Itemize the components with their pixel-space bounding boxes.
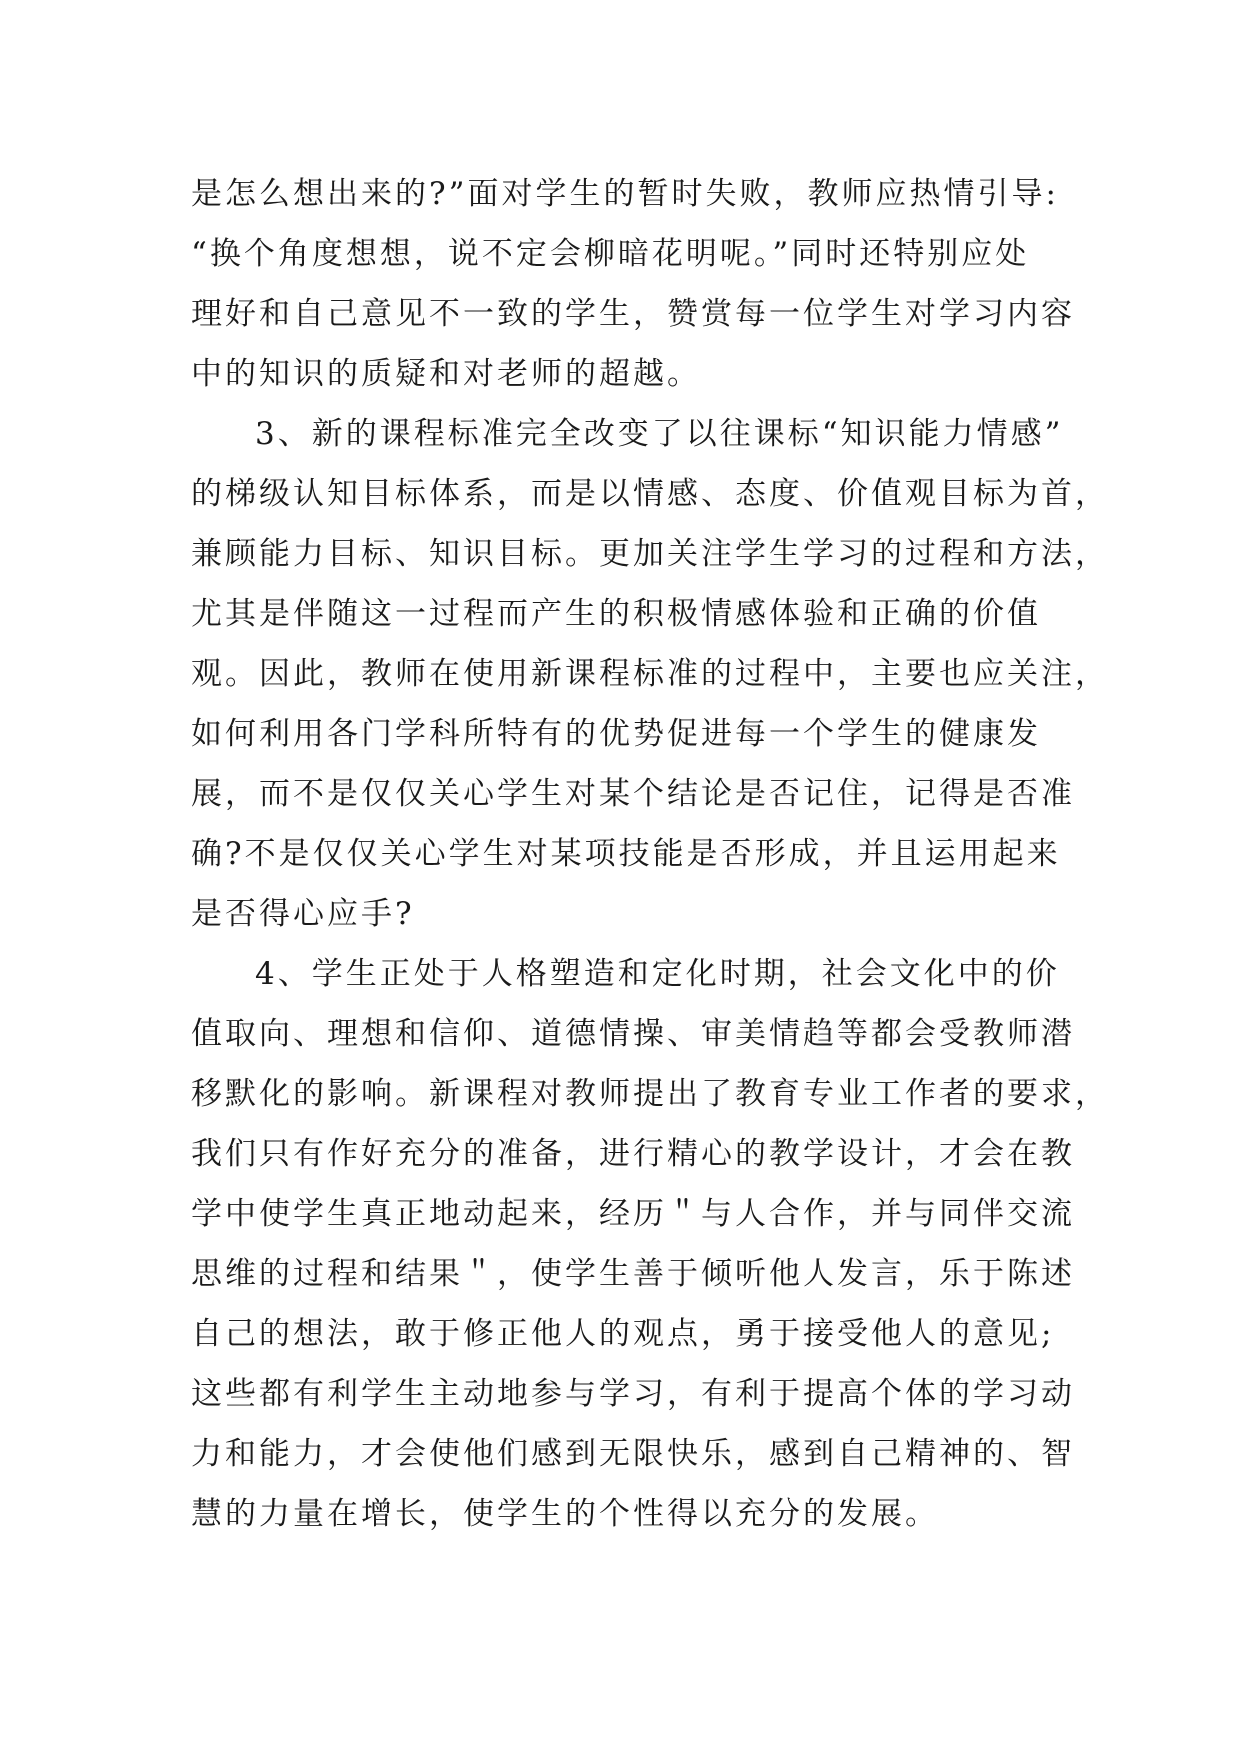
text-line: “换个角度想想，说不定会柳暗花明呢。”同时还特别应处 [191,236,1030,272]
text-line: 是否得心应手? [191,896,415,932]
text-line: 兼顾能力目标、知识目标。更加关注学生学习的过程和方法， [191,536,1109,572]
text-line: 4、学生正处于人格塑造和定化时期，社会文化中的价 [255,956,1060,992]
text-line: 理好和自己意见不一致的学生，赞赏每一位学生对学习内容 [191,296,1075,332]
text-line: 尤其是伴随这一过程而产生的积极情感体验和正确的价值 [191,596,1041,632]
text-line: 是怎么想出来的?”面对学生的暂时失败，教师应热情引导: [191,176,1059,212]
text-line: 自己的想法，敢于修正他人的观点，勇于接受他人的意见; [191,1316,1055,1352]
text-line: 3、新的课程标准完全改变了以往课标“知识能力情感” [255,416,1064,452]
text-line: 的梯级认知目标体系，而是以情感、态度、价值观目标为首， [191,476,1109,512]
text-line: 移默化的影响。新课程对教师提出了教育专业工作者的要求， [191,1076,1109,1112]
text-line: 确?不是仅仅关心学生对某项技能是否形成，并且运用起来 [191,836,1061,872]
text-line: 慧的力量在增长，使学生的个性得以充分的发展。 [191,1496,939,1532]
text-line: 观。因此，教师在使用新课程标准的过程中，主要也应关注， [191,656,1109,692]
text-line: 展，而不是仅仅关心学生对某个结论是否记住，记得是否准 [191,776,1075,812]
text-line: 如何利用各门学科所特有的优势促进每一个学生的健康发 [191,716,1041,752]
text-line: 力和能力，才会使他们感到无限快乐，感到自己精神的、智 [191,1436,1075,1472]
text-line: 学中使学生真正地动起来，经历＂与人合作，并与同伴交流 [191,1196,1075,1232]
paragraph-point-4 [191,944,1109,1544]
text-line: 这些都有利学生主动地参与学习，有利于提高个体的学习动 [191,1376,1075,1412]
text-line: 值取向、理想和信仰、道德情操、审美情趋等都会受教师潜 [191,1016,1075,1052]
text-line: 我们只有作好充分的准备，进行精心的教学设计，才会在教 [191,1136,1075,1172]
text-line: 思维的过程和结果＂，使学生善于倾听他人发言，乐于陈述 [191,1256,1075,1292]
paragraph-continuation [191,164,1075,404]
text-line: 中的知识的质疑和对老师的超越。 [191,356,701,392]
paragraph-point-3 [191,404,1109,944]
document-body [191,164,1109,1544]
